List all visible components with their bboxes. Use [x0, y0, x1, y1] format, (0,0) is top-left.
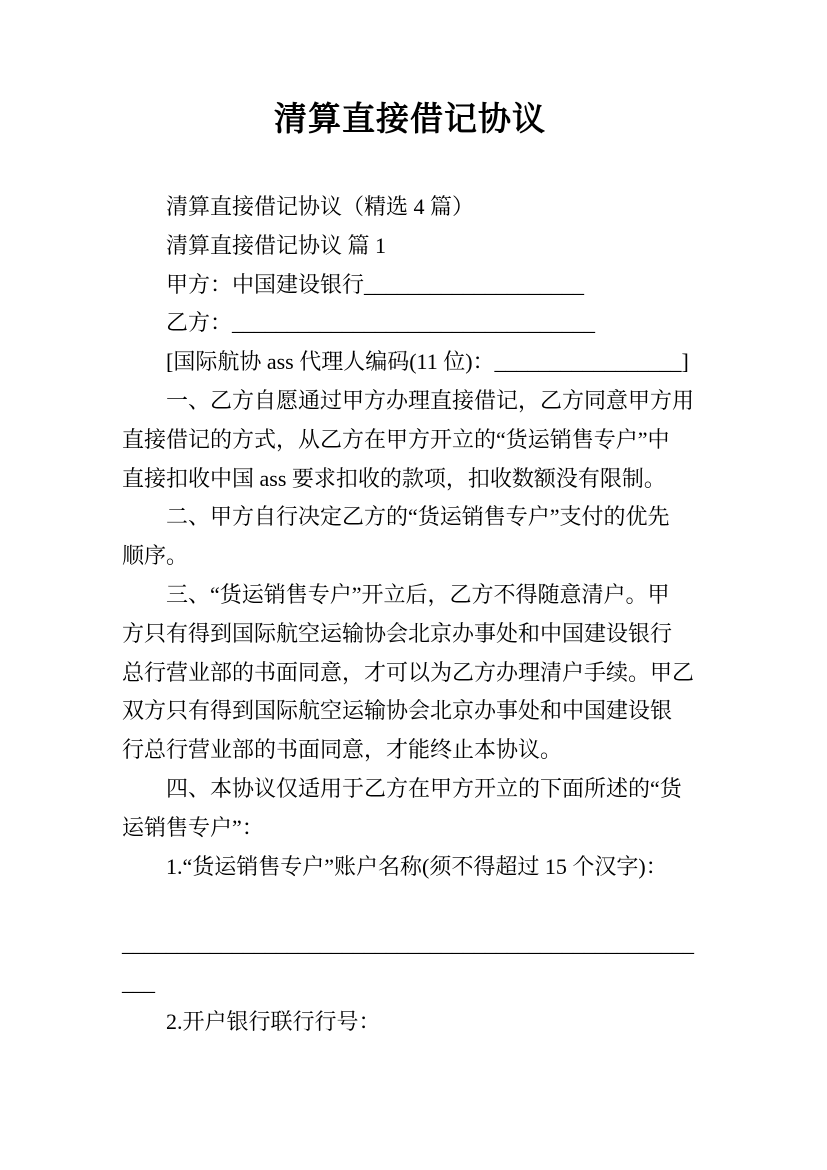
- text-line: 行总行营业部的书面同意，才能终止本协议。: [122, 737, 563, 763]
- text-line: 四、本协议仅适用于乙方在甲方开立的下面所述的“货: [166, 775, 682, 801]
- text-line: 双方只有得到国际航空运输协会北京办事处和中国建设银: [122, 698, 673, 724]
- text-line: 直接扣收中国 ass 要求扣收的款项，扣收数额没有限制。: [122, 465, 666, 491]
- text-line: 三、“货运销售专户”开立后，乙方不得随意清户。甲: [166, 581, 670, 607]
- text-line: ___: [122, 969, 155, 995]
- text-line: 顺序。: [122, 543, 189, 569]
- text-line: 1.“货运销售专户”账户名称(须不得超过 15 个汉字)：: [166, 853, 668, 879]
- text-line: 清算直接借记协议（精选 4 篇）: [166, 194, 475, 219]
- text-line: 乙方：_________________________________: [166, 310, 596, 336]
- text-line: 直接借记的方式，从乙方在甲方开立的“货运销售专户”中: [122, 426, 670, 452]
- text-line: [122, 886, 702, 925]
- text-line: 运销售专户”：: [122, 814, 264, 840]
- text-line: 甲方：中国建设银行____________________: [166, 271, 585, 297]
- text-line: 总行营业部的书面同意，才可以为乙方办理清户手续。甲乙: [122, 659, 695, 685]
- document-body: [122, 188, 702, 1042]
- text-line: [国际航协 ass 代理人编码(11 位)：_________________]: [166, 349, 689, 375]
- text-line: 方只有得到国际航空运输协会北京办事处和中国建设银行: [122, 620, 673, 646]
- text-line: 二、甲方自行决定乙方的“货运销售专户”支付的优先: [166, 504, 670, 530]
- text-line: ____________________________________________________: [122, 931, 694, 957]
- document-title: 清算直接借记协议: [274, 102, 546, 138]
- text-line: 一、乙方自愿通过甲方办理直接借记，乙方同意甲方用: [166, 387, 695, 413]
- text-line: 清算直接借记协议 篇 1: [166, 232, 387, 258]
- text-line: 2.开户银行联行行号：: [166, 1008, 381, 1034]
